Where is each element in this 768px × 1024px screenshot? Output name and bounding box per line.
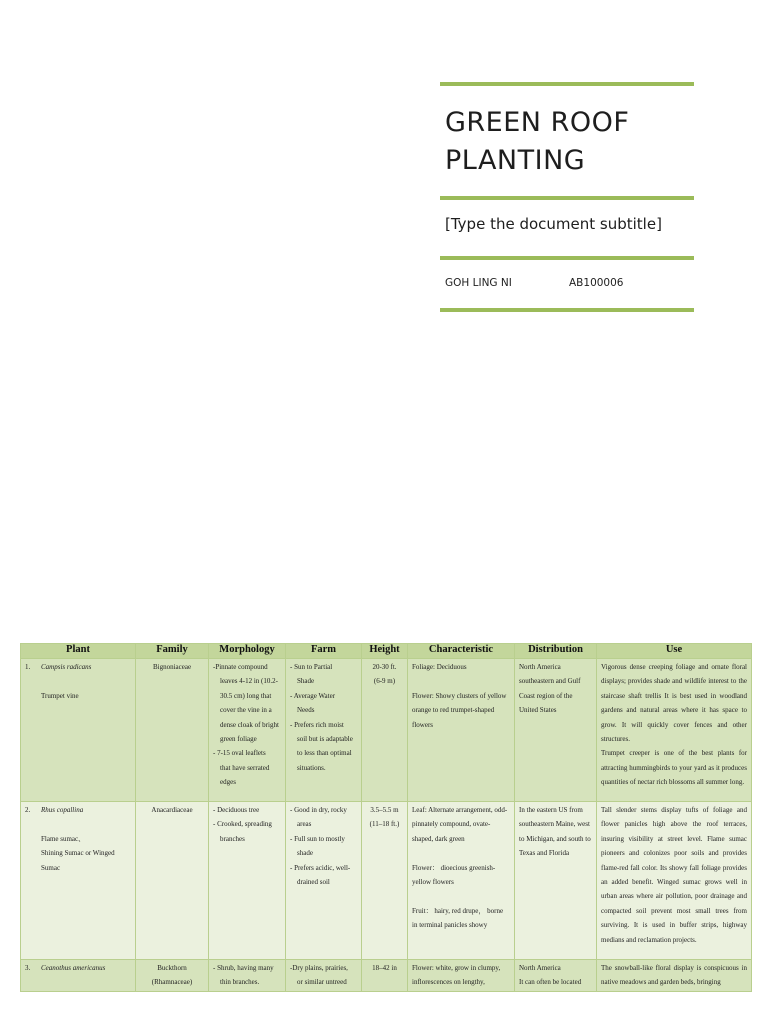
farm-line: - Full sun to mostly xyxy=(290,834,345,843)
distribution-cell xyxy=(515,960,597,992)
morphology-cell xyxy=(209,960,286,992)
characteristic-cell xyxy=(408,802,515,960)
header-use: Use xyxy=(597,644,752,659)
top-rule xyxy=(440,82,694,86)
height-line: (6-9 m) xyxy=(373,677,396,686)
farm-line: to less than optimal xyxy=(297,749,352,758)
family-line: Buckthorn xyxy=(157,964,187,972)
farm-line: drained soil xyxy=(297,878,330,887)
height-cell: 18–42 in xyxy=(362,960,408,992)
table-row xyxy=(21,659,752,802)
farm-line: areas xyxy=(297,820,312,829)
header-family: Family xyxy=(136,644,209,659)
family-line: (Rhamnaceae) xyxy=(151,978,193,987)
plant-cell xyxy=(21,960,136,992)
farm-line: -Dry plains, prairies, xyxy=(290,964,348,972)
farm-cell xyxy=(286,659,362,802)
plant-cell xyxy=(21,802,136,960)
height-cell xyxy=(362,659,408,802)
farm-line: Shade xyxy=(297,677,315,686)
header-height: Height xyxy=(362,644,408,659)
distribution-cell: In the eastern US from southeastern Maine, west to Michigan, and south to Texas and Florida xyxy=(515,802,597,960)
family-cell xyxy=(136,960,209,992)
characteristic-text: Fruit： hairy, red drupe， borne in terminal panicles showy xyxy=(412,906,504,930)
farm-line: - Sun to Partial xyxy=(290,663,333,671)
farm-line: - Prefers rich moist xyxy=(290,720,344,729)
height-cell xyxy=(362,802,408,960)
farm-cell xyxy=(286,802,362,960)
characteristic-cell xyxy=(408,659,515,802)
morph-line: - 7-15 oval leaflets xyxy=(213,749,266,758)
farm-line: soil but is adaptable xyxy=(297,735,353,744)
header-characteristic: Characteristic xyxy=(408,644,515,659)
height-line: 3.5–5.5 m xyxy=(370,806,399,814)
table-header-row xyxy=(21,644,752,659)
header-morphology: Morphology xyxy=(209,644,286,659)
row-number: 1. xyxy=(25,663,31,671)
author-name: GOH LING NI xyxy=(445,277,512,289)
morph-line: branches xyxy=(220,834,245,843)
morphology-cell xyxy=(209,659,286,802)
distribution-line: North America xyxy=(519,964,561,972)
use-cell: The snowball-like floral display is conspicuous in native meadows and garden beds, bringing xyxy=(597,960,752,992)
table-row xyxy=(21,802,752,960)
morph-line: cover the vine in a xyxy=(220,706,272,715)
header-plant: Plant xyxy=(21,644,136,659)
characteristic-text: Flower： dioecious greenish-yellow flowers xyxy=(412,863,496,887)
height-line: (11–18 ft.) xyxy=(369,820,400,829)
height-line: 20-30 ft. xyxy=(372,663,397,671)
use-cell: Tall slender stems display tufts of foliage and flower panicles high above the roof terraces, insuring visibility at street level. Flame sumac pioneers and colonizes poor soils and provides flame-red fall color. Its showy fall foliage provides an added benefit. Winged sumac grows well in urban areas where air pollution, poor drainage and compacted soil prevent most small trees from surviving. It is used in buffer strips, highway medians and reclamation projects. xyxy=(597,802,752,960)
morph-line: that have serrated xyxy=(220,763,270,772)
morph-line: green foliage xyxy=(220,735,257,744)
morph-line: -Pinnate compound xyxy=(213,663,268,671)
latin-name: Campsis radicans xyxy=(41,663,92,671)
subtitle-rule xyxy=(440,256,694,260)
farm-line: situations. xyxy=(297,763,326,772)
use-text: Vigorous dense creeping foliage and ornate floral displays; provides shade and wildlife interest to the staircase shaft trellis It is best used in woodland gardens and natural areas where it has space to grow. It will quickly cover fences and other structures. xyxy=(601,663,747,744)
morph-line: dense cloak of bright xyxy=(220,720,279,729)
common-name: Shining Sumac or Winged Sumac xyxy=(41,849,115,872)
family-cell: Anacardiaceae xyxy=(136,802,209,960)
plant-cell xyxy=(21,659,136,802)
morph-line: 30.5 cm) long that xyxy=(220,691,272,700)
morph-line: - Deciduous tree xyxy=(213,806,260,814)
farm-line: shade xyxy=(297,849,313,858)
farm-line: - Average Water xyxy=(290,691,336,700)
plant-table xyxy=(20,643,752,992)
morph-line: - Crooked, spreading xyxy=(213,820,272,829)
farm-line: or similar untreed xyxy=(297,978,347,987)
morph-line: edges xyxy=(220,778,236,787)
distribution-line: It can often be located xyxy=(519,978,582,987)
use-text: Trumpet creeper is one of the best plants for attracting hummingbirds to your yard as it produces quantities of nectar rich blossoms all summer long. xyxy=(601,749,747,787)
characteristic-text: Leaf: Alternate arrangement, odd-pinnately compound, ovate-shaped, dark green xyxy=(412,806,508,843)
common-name: Flame sumac、 xyxy=(41,834,86,843)
characteristic-text: Foliage: Deciduous xyxy=(412,663,467,671)
header-farm: Farm xyxy=(286,644,362,659)
morph-line: leaves 4-12 in (10.2- xyxy=(220,677,278,686)
latin-name: Rhus copallina xyxy=(41,806,84,814)
farm-line: - Good in dry, rocky xyxy=(290,806,347,814)
farm-line: - Prefers acidic, well- xyxy=(290,863,351,872)
title-rule xyxy=(440,196,694,200)
bottom-rule xyxy=(440,308,694,312)
use-cell xyxy=(597,659,752,802)
common-name: Trumpet vine xyxy=(41,691,79,700)
latin-name: Ceanothus americanus xyxy=(41,964,106,972)
document-subtitle[interactable]: [Type the document subtitle] xyxy=(445,215,662,233)
morph-line: - Shrub, having many xyxy=(213,964,274,972)
table-row xyxy=(21,960,752,992)
farm-line: Needs xyxy=(297,706,315,715)
row-number: 3. xyxy=(25,964,31,972)
morphology-cell xyxy=(209,802,286,960)
distribution-cell: North America southeastern and Gulf Coast region of the United States xyxy=(515,659,597,802)
farm-cell xyxy=(286,960,362,992)
characteristic-text: Flower: Showy clusters of yellow orange to red trumpet-shaped flowers xyxy=(412,691,507,729)
title-line-1: GREEN ROOF xyxy=(445,107,630,138)
family-cell: Bignoniaceae xyxy=(136,659,209,802)
document-title xyxy=(445,104,705,180)
characteristic-cell: Flower: white, grow in clumpy, inflorescences on lengthy, xyxy=(408,960,515,992)
title-line-2: PLANTING xyxy=(445,145,586,176)
header-distribution: Distribution xyxy=(515,644,597,659)
row-number: 2. xyxy=(25,806,31,814)
student-id: AB100006 xyxy=(569,277,624,289)
morph-line: thin branches. xyxy=(220,978,260,987)
